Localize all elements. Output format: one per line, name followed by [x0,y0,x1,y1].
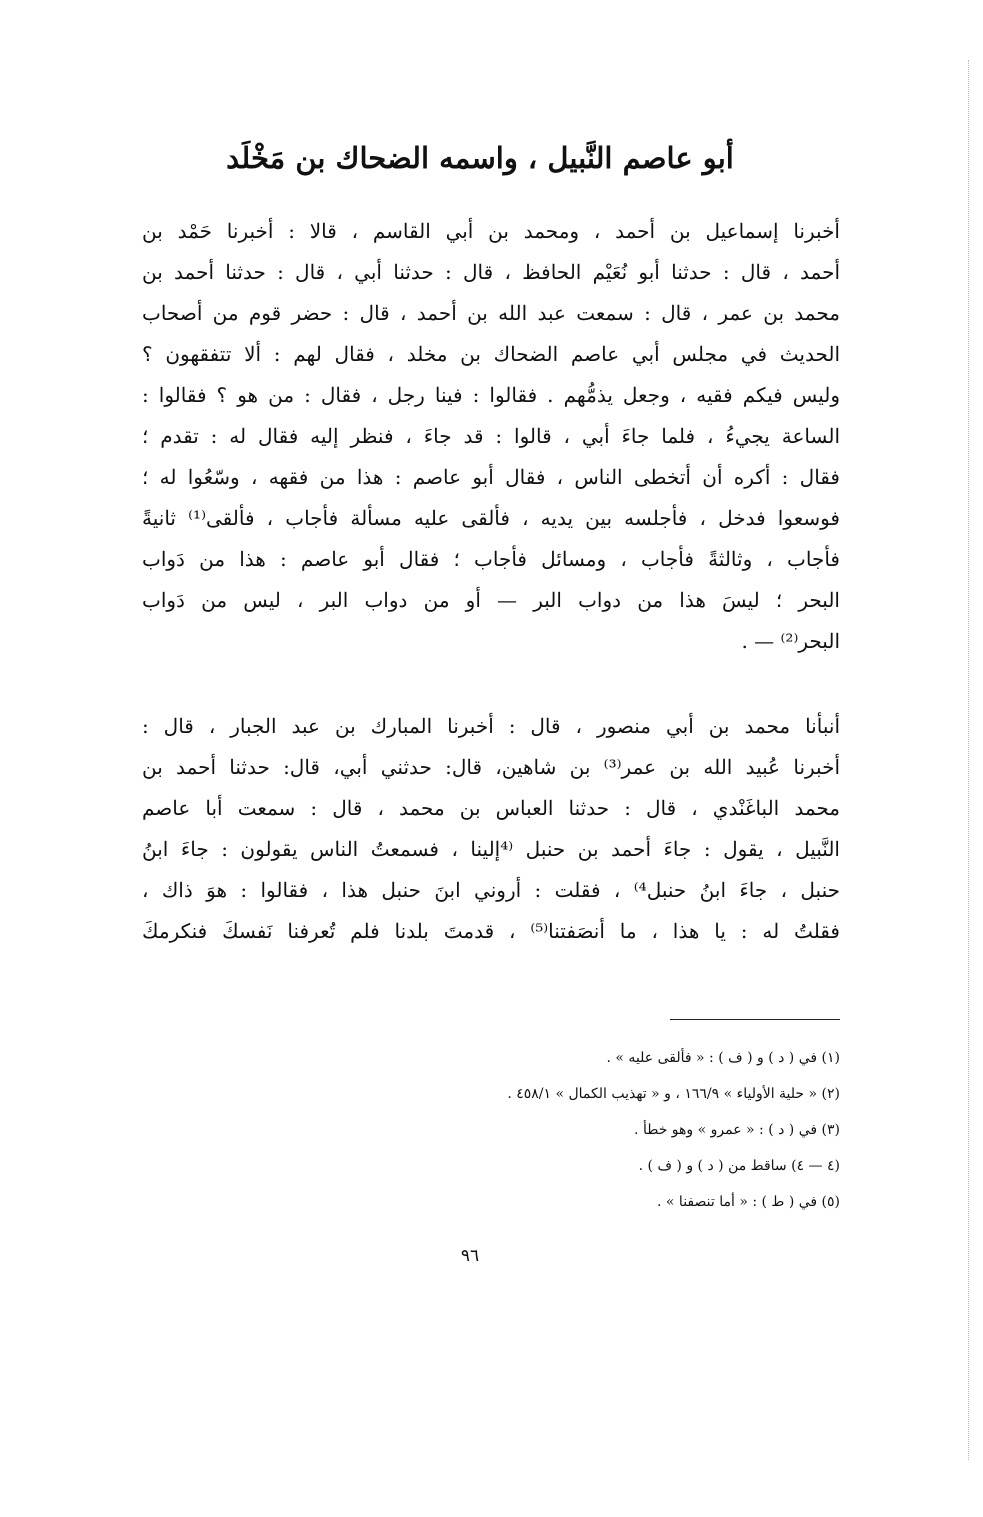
page-number: ٩٦ [460,1246,480,1266]
paragraph-2 [142,707,840,953]
text-line: النَّبيل ، يقول : جاءَ أحمد بن حنبل ⁽⁴إلينا ، فسمعتُ الناس يقولون : جاءَ ابنُ [142,837,840,861]
text-line: أنبأنا محمد بن أبي منصور ، قال : أخبرنا المبارك بن عبد الجبار ، قال : [142,714,840,738]
text-line: أخبرنا عُبيد الله بن عمر⁽³⁾ بن شاهين، قال: حدثني أبي، قال: حدثنا أحمد بن [142,755,840,779]
text-line: محمد بن عمر ، قال : سمعت عبد الله بن أحمد ، قال : حضر قوم من أصحاب [142,301,840,325]
paragraph-1 [142,212,840,663]
binding-edge-line [968,60,970,1460]
text-line: أخبرنا إسماعيل بن أحمد ، ومحمد بن أبي القاسم ، قالا : أخبرنا حَمْد بن [142,219,840,243]
text-line: فأجاب ، وثالثةً فأجاب ، ومسائل فأجاب ؛ فقال أبو عاصم : هذا من دَواب [142,547,840,571]
footnote: (٢) « حلية الأولياء » ١٦٦/٩ ، و « تهذيب الكمال » ٤٥٨/١ . [507,1086,840,1102]
text-line: البحر⁽²⁾ — . [741,629,840,653]
footnote: (٤ — ٤) ساقط من ( د ) و ( ف ) . [638,1158,840,1174]
text-line: فقال : أكره أن أتخطى الناس ، فقال أبو عاصم : هذا من فقهه ، وسّعُوا له ؛ [142,465,840,489]
text-line: محمد الباغَنْدي ، قال : حدثنا العباس بن محمد ، قال : سمعت أبا عاصم [142,796,840,820]
section-heading: أبو عاصم النَّبيل ، واسمه الضحاك بن مَخْلَد [226,141,734,175]
text-line: البحر ؛ ليسَ هذا من دواب البر — أو من دواب البر ، ليس من دَواب [142,588,840,612]
text-line: وليس فيكم فقيه ، وجعل يذمُّهم . فقالوا : فينا رجل ، فقال : من هو ؟ فقالوا : [142,383,840,407]
footnote: (٥) في ( ط ) : « أما تنصفنا » . [657,1194,840,1210]
text-line: الحديث في مجلس أبي عاصم الضحاك بن مخلد ، فقال لهم : ألا تتفقهون ؟ [142,342,840,366]
footnote: (٣) في ( د ) : « عمرو » وهو خطأ . [634,1122,840,1138]
footnotes [300,1040,840,1220]
text-line: فقلتُ له : يا هذا ، ما أنصَفتنا⁽⁵⁾ ، قدمتَ بلدنا فلم تُعرفنا نَفسكَ فنكرمكَ [142,919,840,943]
text-line: حنبل ، جاءَ ابنُ حنبل⁴⁾ ، فقلت : أروني ابنَ حنبل هذا ، فقالوا : هوَ ذاك ، [142,878,840,902]
text-line: الساعة يجيءُ ، فلما جاءَ أبي ، قالوا : قد جاءَ ، فنظر إليه فقال له : تقدم ؛ [142,424,840,448]
text-line: أحمد ، قال : حدثنا أبو نُعَيْم الحافظ ، قال : حدثنا أبي ، قال : حدثنا أحمد بن [142,260,840,284]
footnote: (١) في ( د ) و ( ف ) : « فألقى عليه » . [606,1050,840,1066]
text-line: فوسعوا فدخل ، فأجلسه بين يديه ، فألقى عليه مسألة فأجاب ، فألقى⁽¹⁾ ثانيةً [142,506,840,530]
footnote-separator [670,1019,840,1020]
